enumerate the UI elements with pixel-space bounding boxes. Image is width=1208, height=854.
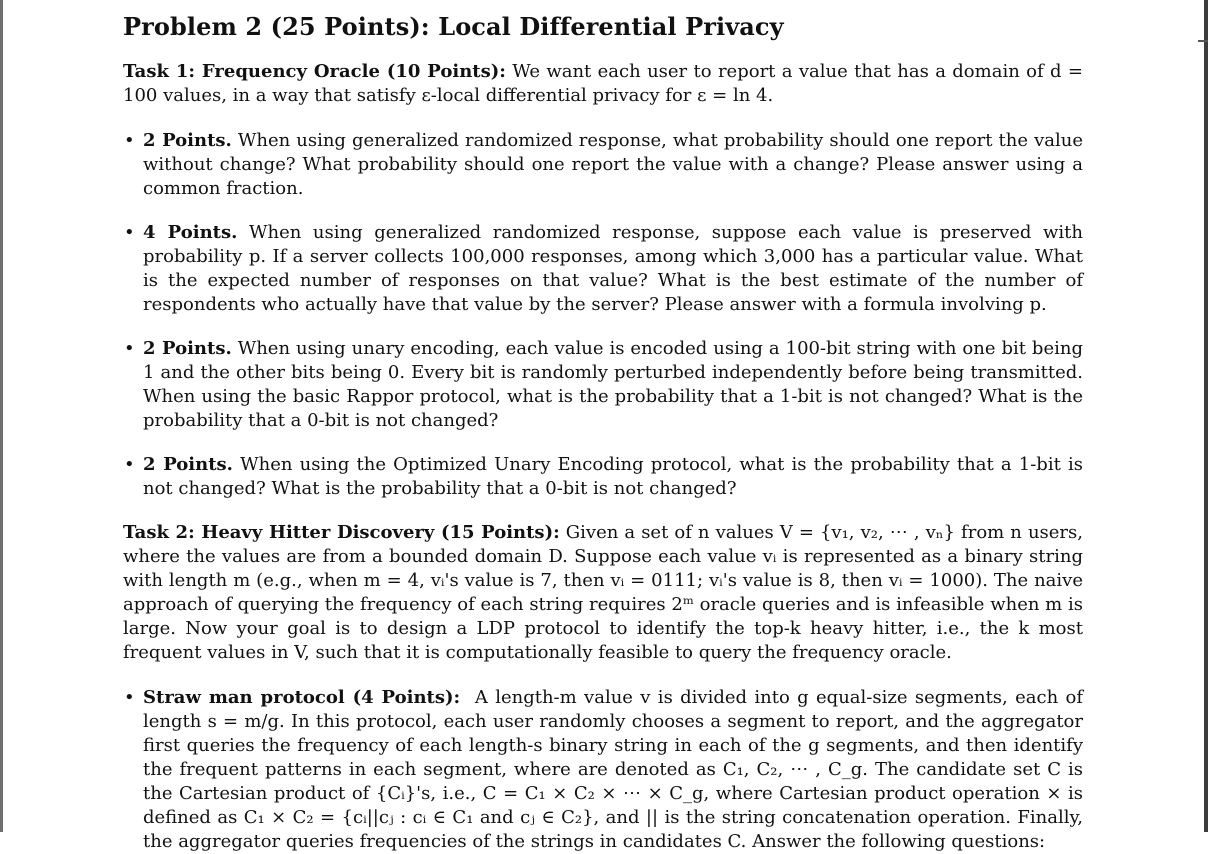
bullet-icon: • (124, 338, 135, 359)
document-page (123, 10, 1084, 852)
item-label: 4 Points. (143, 222, 238, 243)
task1-heading: Task 1: Frequency Oracle (10 Points): (123, 61, 506, 82)
task2-list (123, 686, 1083, 854)
item-label: 2 Points. (143, 338, 232, 359)
task1-list (123, 129, 1083, 501)
item-label: Straw man protocol (4 Points): (143, 687, 461, 708)
problem-title: Problem 2 (25 Points): Local Differential Privacy (123, 12, 784, 41)
scrollbar-tick (1198, 40, 1208, 42)
item-text: When using generalized randomized response, what probability should one report the value without change? What probability should one report the value with a change? Please answer using a common fraction. (143, 130, 1083, 199)
task1-body: We want each user to report a value that has a domain of d = 100 values, in a way that satisfy ε-local differential privacy for ε = ln 4. (123, 61, 1083, 106)
item-text: When using generalized randomized response, suppose each value is preserved with probability p. If a server collects 100,000 responses, among which 3,000 has a particular value. What is the expected number of responses on that value? What is the best estimate of the number of respondents who actually have that value by the server? Please answer with a formula involving p. (143, 222, 1083, 315)
task2-body: Given a set of n values V = {v₁, v₂, ⋯ , vₙ} from n users, where the values are from a bounded domain D. Suppose each value vᵢ is represented as a binary string with length m (e.g., when m = 4, vᵢ's value is 7, then vᵢ = 0111; vᵢ's value is 8, then vᵢ = 1000). The naive approach of querying the frequency of each string requires 2ᵐ oracle queries and is infeasible when m is large. Now your goal is to design a LDP protocol to identify the top-k heavy hitter, i.e., the k most frequent values in V, such that it is computationally feasible to query the frequency oracle. (123, 522, 1083, 663)
task1-intro (123, 60, 1083, 108)
bullet-icon: • (124, 454, 135, 475)
bullet-icon: • (124, 222, 135, 243)
task2-item-1 (123, 686, 1083, 854)
item-text: A length-m value v is divided into g equal-size segments, each of length s = m/g. In this protocol, each user randomly chooses a segment to report, and the aggregator first queries the frequency of each length-s binary string in each of the g segments, and then identify the frequent patterns in each segment, where are denoted as C₁, C₂, ⋯ , C_g. The candidate set C is the Cartesian product of {Cᵢ}'s, i.e., C = C₁ × C₂ × ⋯ × C_g, where Cartesian product operation × is defined as C₁ × C₂ = {cᵢ||cⱼ : cᵢ ∈ C₁ and cⱼ ∈ C₂}, and || is the string concatenation operation. Finally, the aggregator queries frequencies of the strings in candidates C. Answer the following questions: (143, 687, 1084, 852)
task2-intro (123, 521, 1083, 665)
right-border (1204, 0, 1208, 832)
task2-heading: Task 2: Heavy Hitter Discovery (15 Points): (123, 522, 560, 543)
item-text: When using unary encoding, each value is encoded using a 100-bit string with one bit being 1 and the other bits being 0. Every bit is randomly perturbed independently before being transmitted. When using the basic Rappor protocol, what is the probability that a 1-bit is not changed? What is the probability that a 0-bit is not changed? (143, 338, 1083, 431)
task1-item-1 (123, 129, 1083, 201)
bullet-icon: • (124, 130, 135, 151)
item-text: When using the Optimized Unary Encoding protocol, what is the probability that a 1-bit is not changed? What is the probability that a 0-bit is not changed? (143, 454, 1083, 499)
task1-item-2 (123, 221, 1083, 317)
item-label: 2 Points. (143, 130, 232, 151)
task1-item-3 (123, 337, 1083, 433)
bullet-icon: • (124, 687, 135, 708)
left-border (0, 0, 3, 832)
task1-item-4 (123, 453, 1083, 501)
item-label: 2 Points. (143, 454, 233, 475)
